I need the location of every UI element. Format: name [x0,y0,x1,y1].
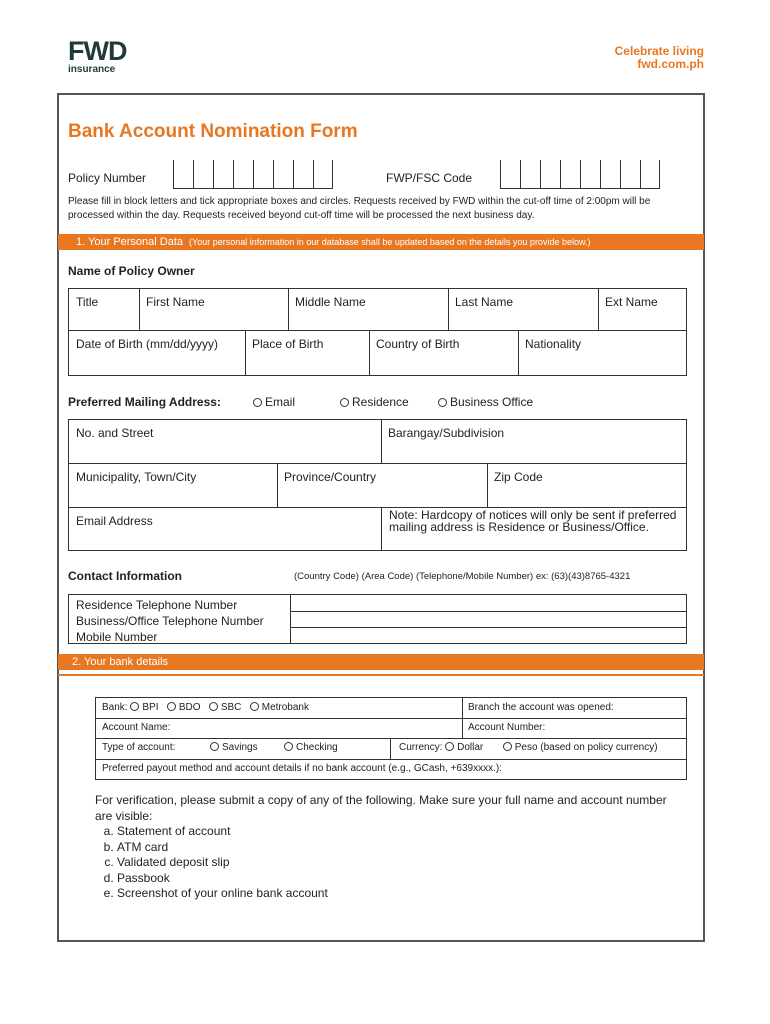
radio-icon [209,702,218,711]
instructions: Please fill in block letters and tick appropriate boxes and circles. Requests received by FWD within the cut-off time of 2:00pm will be processed within the day. Requests received beyond cut-off time will be processed the next business day. [68,196,651,221]
radio-icon [167,702,176,711]
first-name-field[interactable]: First Name [146,295,205,309]
logo-text: FWD [68,36,127,66]
list-item: b. ATM card [117,840,675,856]
radio-icon [253,398,262,407]
section2-divider [58,674,704,676]
verification-block [95,793,675,902]
municipality-field[interactable]: Municipality, Town/City [76,470,197,484]
mailing-option-business[interactable]: Business Office [438,395,533,409]
radio-icon [438,398,447,407]
contact-heading: Contact Information [68,569,182,583]
nationality-field[interactable]: Nationality [525,337,582,351]
last-name-field[interactable]: Last Name [455,295,514,309]
radio-icon [284,742,293,751]
account-type-checking[interactable]: Checking [278,738,344,757]
bank-option-sbc[interactable]: SBC [209,702,242,713]
address-grid [68,419,687,551]
bank-grid [95,697,687,780]
list-item: c. Validated deposit slip [117,855,675,871]
bank-option-metrobank[interactable]: Metrobank [250,702,309,713]
contact-grid [68,594,687,644]
business-phone-field[interactable]: Business/Office Telephone Number [76,614,264,628]
province-field[interactable]: Province/Country [284,470,377,484]
list-item: a. Statement of account [117,824,675,840]
list-item: d. Passbook [117,871,675,887]
form-title: Bank Account Nomination Form [68,121,358,142]
radio-icon [130,702,139,711]
bank-selection: Bank: BPI BDO SBC Metrobank [102,702,309,713]
mailing-option-residence[interactable]: Residence [340,395,409,409]
mobile-field[interactable]: Mobile Number [76,630,158,644]
currency-field: Currency: Dollar Peso (based on policy currency) [399,742,658,753]
ext-name-field[interactable]: Ext Name [605,295,658,309]
owner-name-grid [68,288,687,376]
account-number-field[interactable]: Account Number: [468,722,546,733]
tagline-line1: Celebrate living [614,44,704,58]
account-type-label: Type of account: [102,742,176,753]
section1-title: 1. Your Personal Data [76,236,184,248]
section1-header [58,234,704,250]
mailing-label: Preferred Mailing Address: [68,395,221,409]
logo-subtext: insurance [68,64,116,75]
dob-field[interactable]: Date of Birth (mm/dd/yyyy) [76,337,219,351]
fwp-code-label: FWP/FSC Code [386,171,473,185]
account-type-savings[interactable]: Savings [204,738,264,757]
list-item: e. Screenshot of your online bank account [117,886,675,902]
currency-dollar[interactable]: Dollar [445,742,483,753]
contact-format: (Country Code) (Area Code) (Telephone/Mobile Number) ex: (63)(43)8765-4321 [294,571,631,582]
currency-peso[interactable]: Peso (based on policy currency) [503,742,658,753]
street-field[interactable]: No. and Street [76,426,154,440]
place-of-birth-field[interactable]: Place of Birth [252,337,324,351]
bank-option-bdo[interactable]: BDO [167,702,201,713]
tagline [615,45,704,71]
mailing-note: Note: Hardcopy of notices will only be sent if preferred mailing address is Residence or Business/Office. [389,508,677,534]
payout-field[interactable]: Preferred payout method and account details if no bank account (e.g., GCash, +639xxxx.): [102,763,502,774]
owner-heading: Name of Policy Owner [68,264,195,278]
section1-subtitle: (Your personal information in our database shall be updated based on the details you provide below.) [189,237,591,247]
verification-intro: For verification, please submit a copy of any of the following. Make sure your full name and account number are visible: [95,793,667,823]
country-of-birth-field[interactable]: Country of Birth [376,337,460,351]
residence-phone-field[interactable]: Residence Telephone Number [76,598,238,612]
tagline-url[interactable]: fwd.com.ph [637,57,704,71]
radio-icon [503,742,512,751]
radio-icon [210,742,219,751]
email-field[interactable]: Email Address [76,514,153,528]
radio-icon [340,398,349,407]
section2-header: 2. Your bank details [58,654,704,670]
radio-icon [445,742,454,751]
fwp-code-boxes[interactable] [500,160,660,189]
policy-number-boxes[interactable] [173,160,333,189]
account-name-field[interactable]: Account Name: [102,722,171,733]
middle-name-field[interactable]: Middle Name [295,295,366,309]
title-field[interactable]: Title [76,295,99,309]
bank-option-bpi[interactable]: BPI [130,702,158,713]
barangay-field[interactable]: Barangay/Subdivision [388,426,505,440]
policy-number-label: Policy Number [68,171,147,185]
mailing-option-email[interactable]: Email [253,395,295,409]
fwd-logo [68,38,126,75]
zip-field[interactable]: Zip Code [494,470,543,484]
verification-list [95,824,675,902]
branch-field[interactable]: Branch the account was opened: [468,702,614,713]
radio-icon [250,702,259,711]
